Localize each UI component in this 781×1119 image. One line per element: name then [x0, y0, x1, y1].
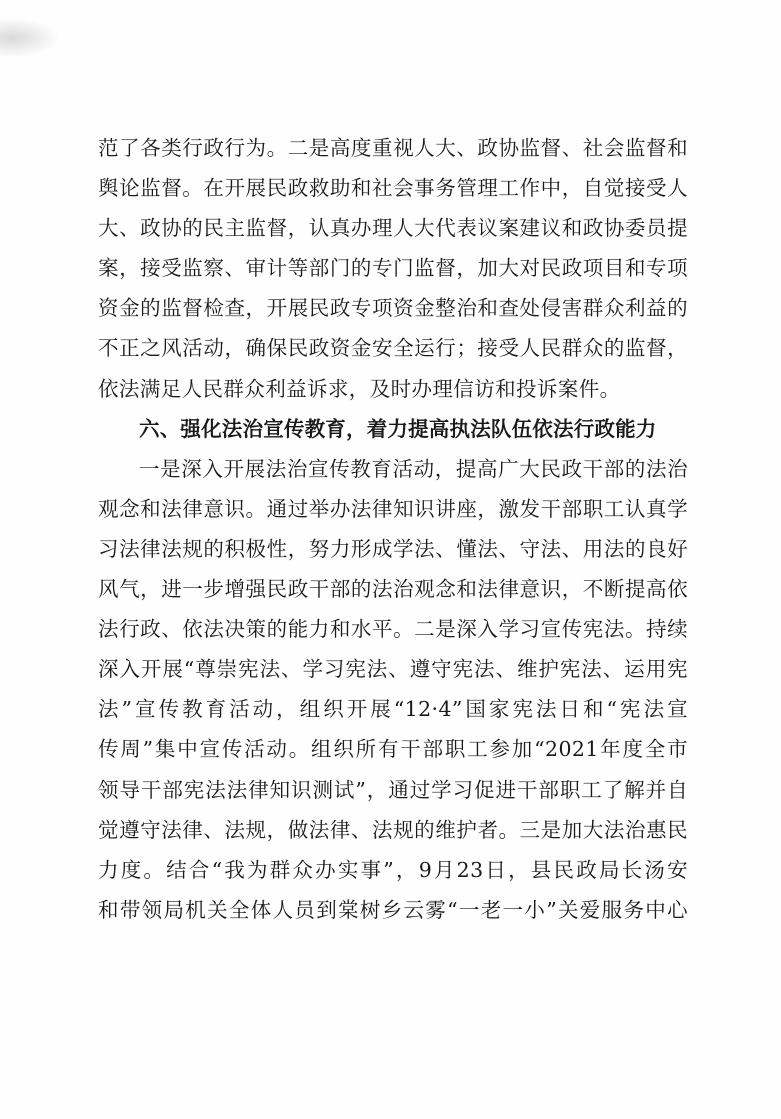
paragraph-line: 觉遵守法律、法规，做法律、法规的维护者。三是加大法治惠民: [98, 817, 688, 842]
paragraph-line: 法行政、依法决策的能力和水平。二是深入学习宣传宪法。持续: [98, 617, 688, 642]
paragraph-line: 范了各类行政行为。二是高度重视人大、政协监督、社会监督和: [98, 136, 688, 160]
paragraph-line: 法”宣传教育活动，组织开展“12·4”国家宪法日和“宪法宣: [98, 697, 688, 722]
paragraph-line: 观念和法律意识。通过举办法律知识讲座，激发干部职工认真学: [98, 496, 688, 521]
paragraph-line: 习法律法规的积极性，努力形成学法、懂法、守法、用法的良好: [98, 536, 688, 561]
paragraph-line: 风气，进一步增强民政干部的法治观念和法律意识，不断提高依: [98, 577, 688, 602]
paragraph-line: 资金的监督检查，开展民政专项资金整治和查处侵害群众利益的: [98, 296, 688, 321]
paragraph-line: 力度。结合“我为群众办实事”，9月23日，县民政局长汤安: [98, 857, 688, 882]
paragraph-line: 案，接受监察、审计等部门的专门监督，加大对民政项目和专项: [98, 256, 688, 281]
scan-artifact: [0, 18, 60, 58]
paragraph-line: 舆论监督。在开展民政救助和社会事务管理工作中，自觉接受人: [98, 176, 688, 201]
paragraph-line: 大、政协的民主监督，认真办理人大代表议案建议和政协委员提: [98, 216, 688, 241]
paragraph-line: 一是深入开展法治宣传教育活动，提高广大民政干部的法治: [139, 456, 688, 481]
section-heading: 六、强化法治宣传教育，着力提高执法队伍依法行政能力: [139, 416, 657, 441]
paragraph-line: 和带领局机关全体人员到棠树乡云雾“一老一小”关爱服务中心: [98, 897, 688, 922]
paragraph-line: 深入开展“尊崇宪法、学习宪法、遵守宪法、维护宪法、运用宪: [98, 657, 688, 682]
document-body: [98, 128, 688, 930]
paragraph-line: 传周”集中宣传活动。组织所有干部职工参加“2021年度全市: [98, 737, 688, 762]
paragraph-line: 领导干部宪法法律知识测试”，通过学习促进干部职工了解并自: [98, 777, 688, 802]
paragraph-line: 依法满足人民群众利益诉求，及时办理信访和投诉案件。: [98, 376, 621, 401]
paragraph-line: 不正之风活动，确保民政资金安全运行；接受人民群众的监督，: [98, 336, 688, 361]
